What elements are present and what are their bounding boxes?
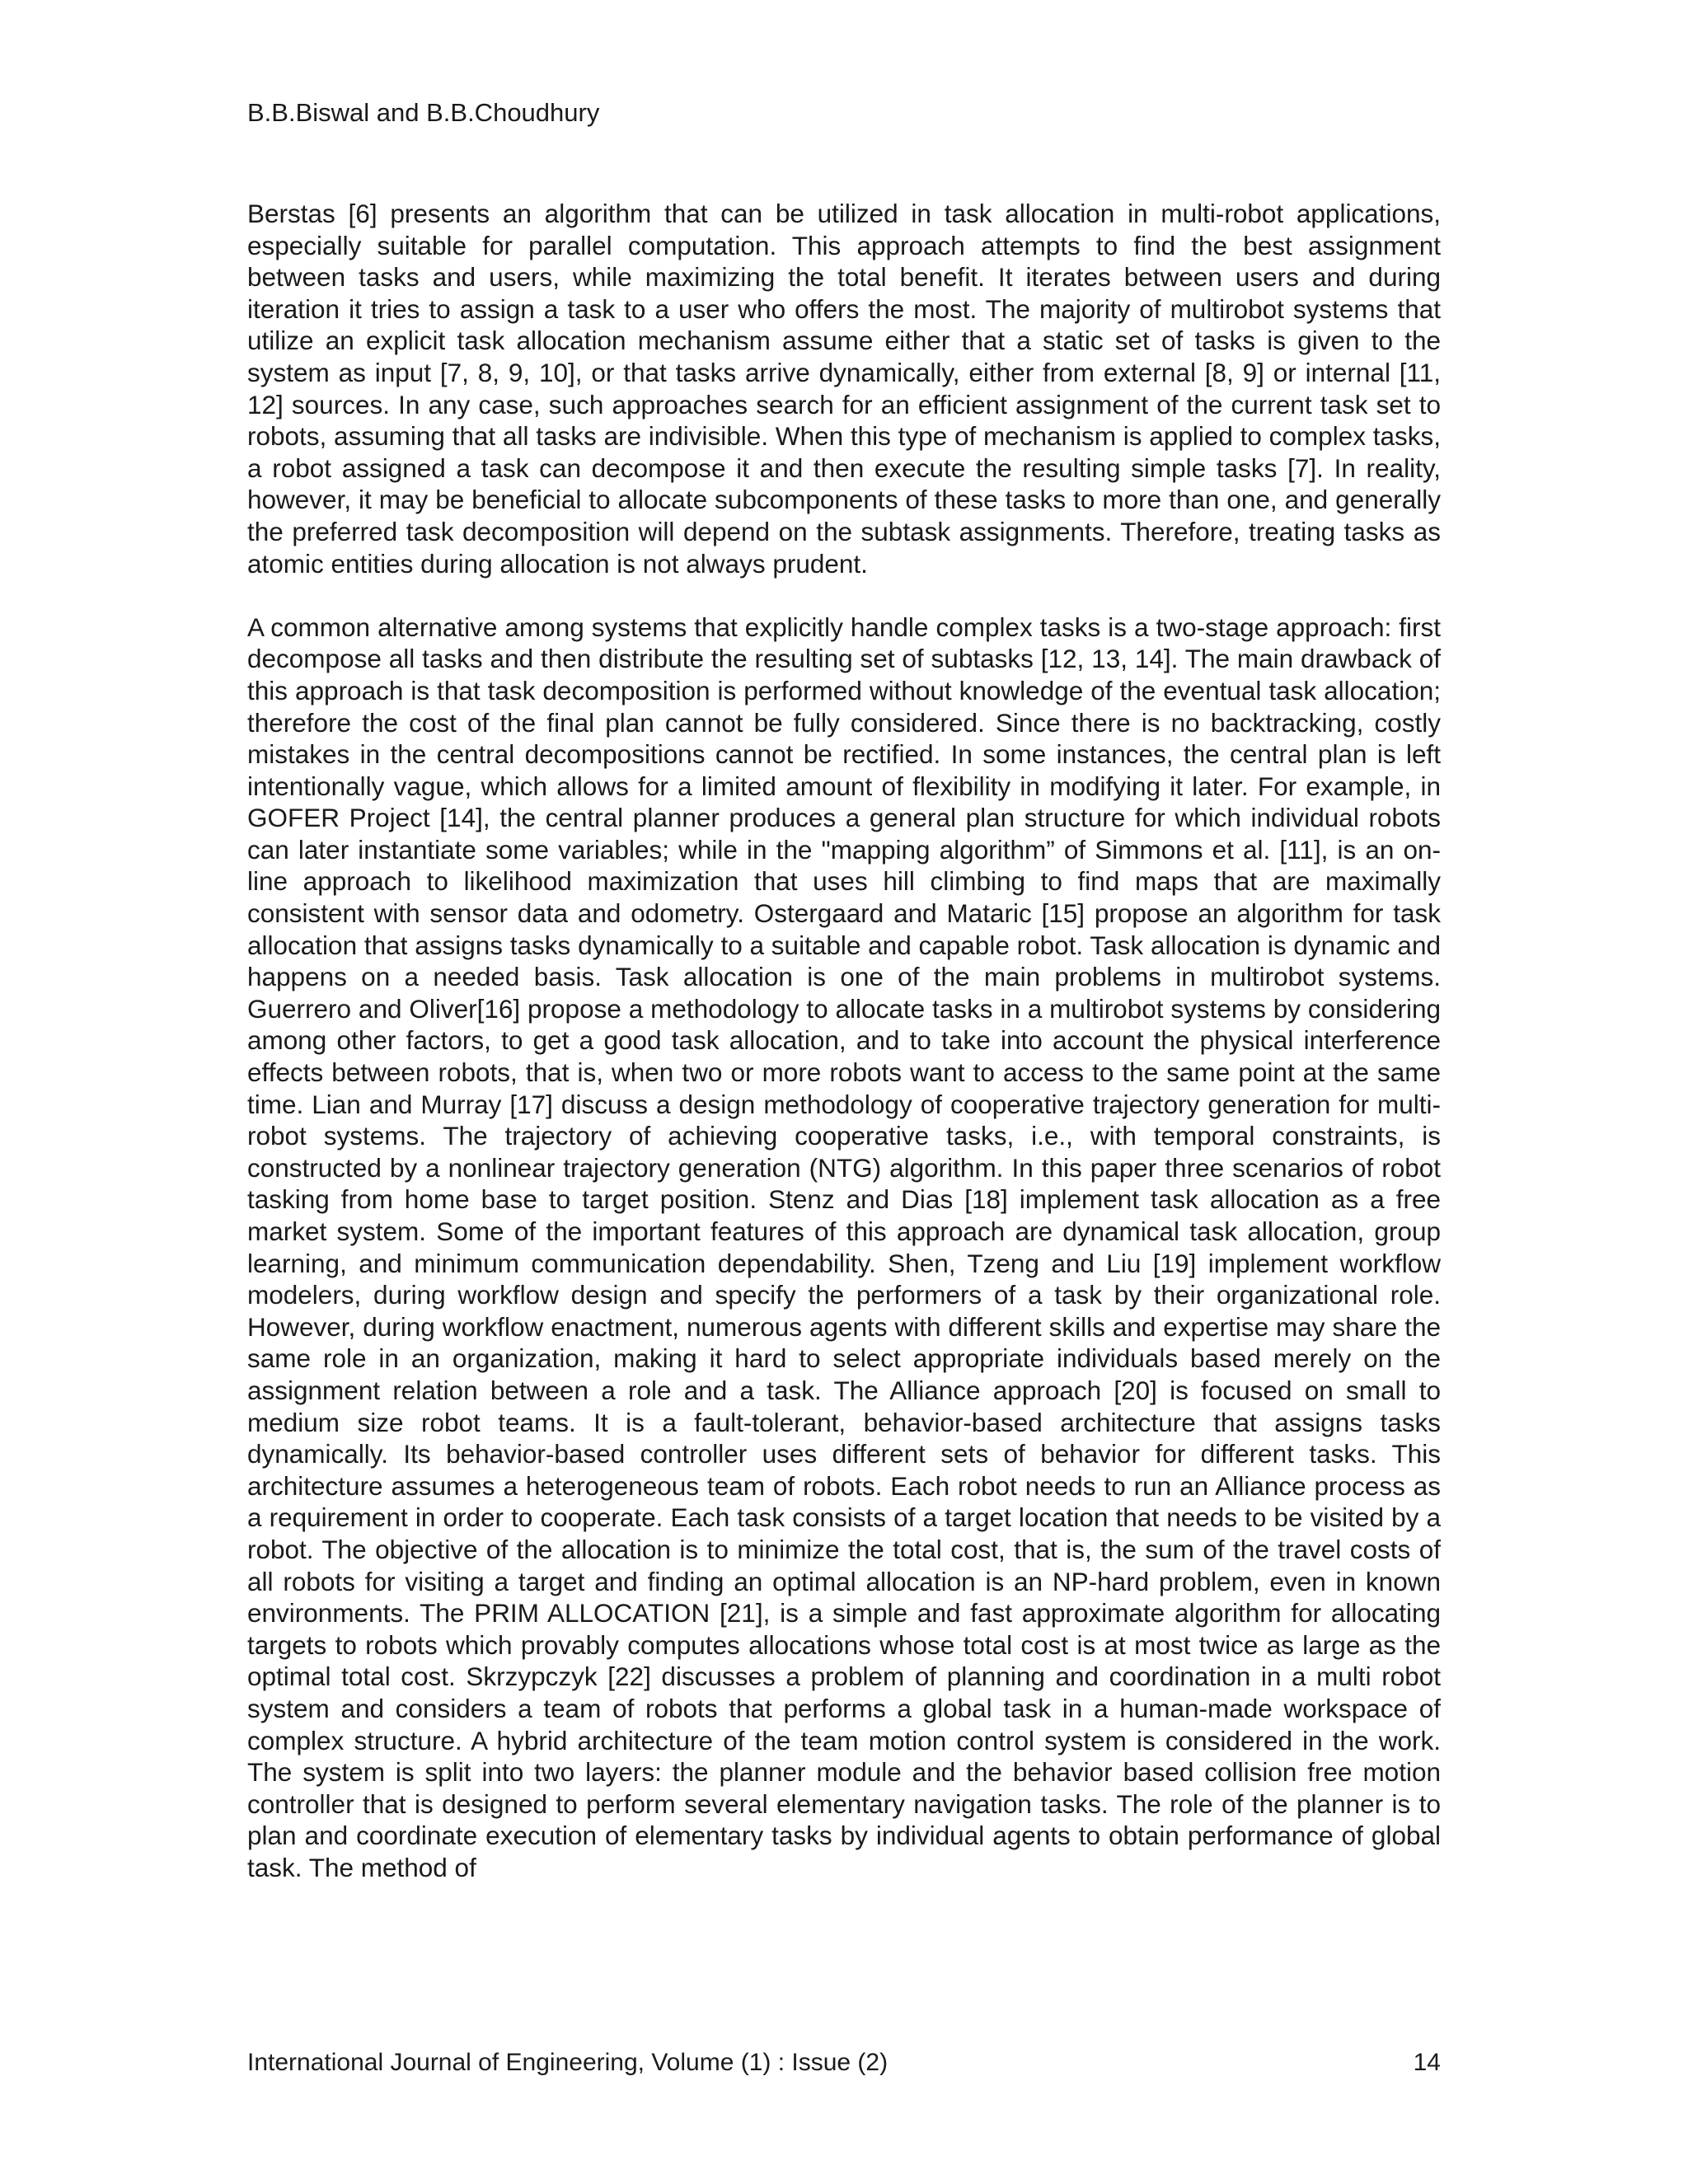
paragraph-1: Berstas [6] presents an algorithm that can be utilized in task allocation in multi-robot applications, especially suitable for parallel computation. This approach attempts to find the best assignment between tasks and users, while maximizing the total benefit. It iterates between users and during iteration it tries to assign a task to a user who offers the most. The majority of multirobot systems that utilize an explicit task allocation mechanism assume either that a static set of tasks is given to the system as input [7, 8, 9, 10], or that tasks arrive dynamically, either from external [8, 9] or internal [11, 12] sources. In any case, such approaches search for an efficient assignment of the current task set to robots, assuming that all tasks are indivisible. When this type of mechanism is applied to complex tasks, a robot assigned a task can decompose it and then execute the resulting simple tasks [7]. In reality, however, it may be beneficial to allocate subcomponents of these tasks to more than one, and generally the preferred task decomposition will depend on the subtask assignments. Therefore, treating tasks as atomic entities during allocation is not always prudent. bbox=[247, 199, 1441, 579]
body-text bbox=[247, 198, 1441, 1915]
paragraph-2: A common alternative among systems that explicitly handle complex tasks is a two-stage approach: first decompose all tasks and then distribute the resulting set of subtasks [12, 13, 14]. The main drawback of this approach is that task decomposition is performed without knowledge of the eventual task allocation; therefore the cost of the final plan cannot be fully considered. Since there is no backtracking, costly mistakes in the central decompositions cannot be rectified. In some instances, the central plan is left intentionally vague, which allows for a limited amount of flexibility in modifying it later. For example, in GOFER Project [14], the central planner produces a general plan structure for which individual robots can later instantiate some variables; while in the "mapping algorithm” of Simmons et al. [11], is an on-line approach to likelihood maximization that uses hill climbing to find maps that are maximally consistent with sensor data and odometry. Ostergaard and Mataric [15] propose an algorithm for task allocation that assigns tasks dynamically to a suitable and capable robot. Task allocation is dynamic and happens on a needed basis. Task allocation is one of the main problems in multirobot systems. Guerrero and Oliver[16] propose a methodology to allocate tasks in a multirobot systems by considering among other factors, to get a good task allocation, and to take into account the physical interference effects between robots, that is, when two or more robots want to access to the same point at the same time. Lian and Murray [17] discuss a design methodology of cooperative trajectory generation for multi-robot systems. The trajectory of achieving cooperative tasks, i.e., with temporal constraints, is constructed by a nonlinear trajectory generation (NTG) algorithm. In this paper three scenarios of robot tasking from home base to target position. Stenz and Dias [18] implement task allocation as a free market system. Some of the important features of this approach are dynamical task allocation, group learning, and minimum communication dependability. Shen, Tzeng and Liu [19] implement workflow modelers, during workflow design and specify the performers of a task by their organizational role. However, during workflow enactment, numerous agents with different skills and expertise may share the same role in an organization, making it hard to select appropriate individuals based merely on the assignment relation between a role and a task. The Alliance approach [20] is focused on small to medium size robot teams. It is a fault-tolerant, behavior-based architecture that assigns tasks dynamically. Its behavior-based controller uses different sets of behavior for different tasks. This architecture assumes a heterogeneous team of robots. Each robot needs to run an Alliance process as a requirement in order to cooperate. Each task consists of a target location that needs to be visited by a robot. The objective of the allocation is to minimize the total cost, that is, the sum of the travel costs of all robots for visiting a target and finding an optimal allocation is an NP-hard problem, even in known environments. The PRIM ALLOCATION [21], is a simple and fast approximate algorithm for allocating targets to robots which provably computes allocations whose total cost is at most twice as large as the optimal total cost. Skrzypczyk [22] discusses a problem of planning and coordination in a multi robot system and considers a team of robots that performs a global task in a human-made workspace of complex structure. A hybrid architecture of the team motion control system is considered in the work. The system is split into two layers: the planner module and the behavior based collision free motion controller that is designed to perform several elementary navigation tasks. The role of the planner is to plan and coordinate execution of elementary tasks by individual agents to obtain performance of global task. The method of bbox=[247, 612, 1441, 1882]
footer-journal-citation: International Journal of Engineering, Volume (1) : Issue (2) bbox=[247, 2049, 889, 2076]
running-head-authors: B.B.Biswal and B.B.Choudhury bbox=[247, 98, 600, 127]
footer-page-number: 14 bbox=[1413, 2049, 1441, 2076]
page-footer bbox=[247, 2048, 1441, 2078]
